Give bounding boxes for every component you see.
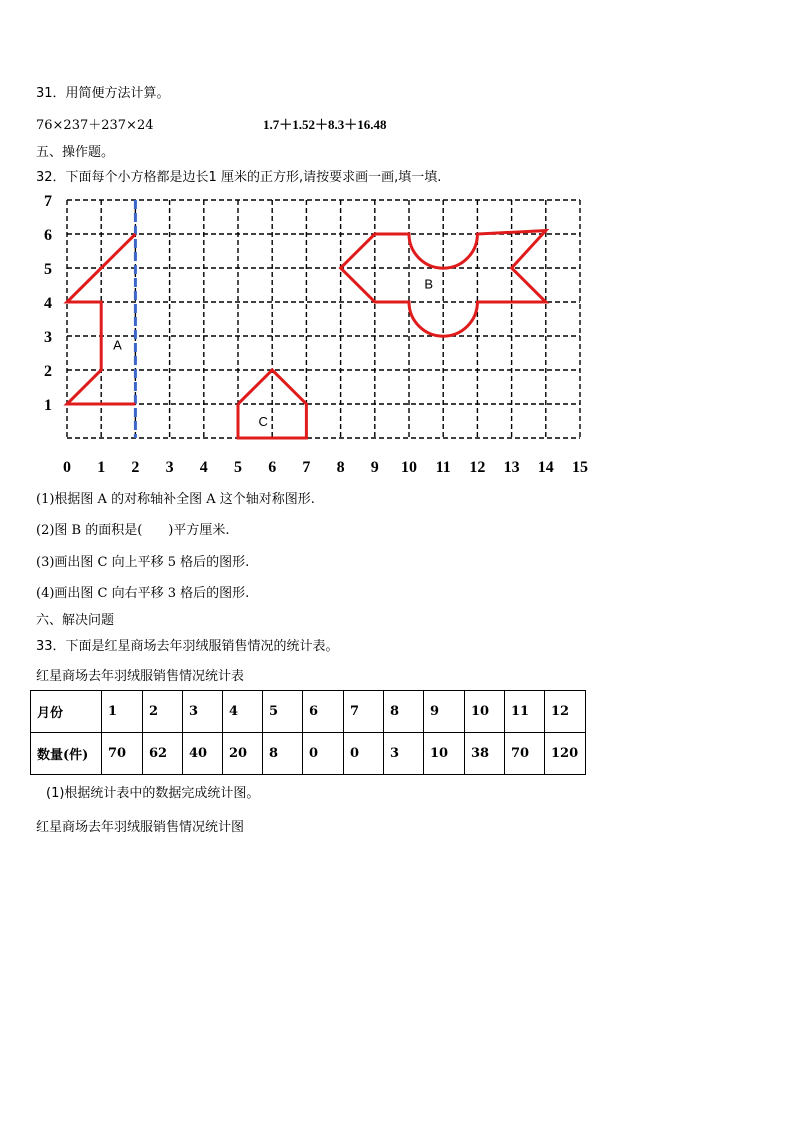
x-tick-label: 11 xyxy=(435,459,451,476)
x-tick-label: 0 xyxy=(63,459,71,476)
x-tick-label: 12 xyxy=(469,459,486,476)
month-cell: 4 xyxy=(223,691,263,733)
month-cell: 1 xyxy=(102,691,143,733)
table-row-months xyxy=(31,691,586,733)
grid-lines xyxy=(67,200,580,438)
y-tick-label: 7 xyxy=(44,193,52,210)
x-tick-label: 7 xyxy=(302,459,311,476)
q32-sub-question-1: (1)根据图 A 的对称轴补全图 A 这个轴对称图形. xyxy=(36,492,315,507)
y-tick-label: 4 xyxy=(44,295,52,312)
month-cell: 2 xyxy=(143,691,183,733)
x-tick-label: 9 xyxy=(370,459,379,476)
x-tick-label: 15 xyxy=(572,459,588,476)
chart-title: 红星商场去年羽绒服销售情况统计图 xyxy=(36,820,245,835)
y-tick-label: 3 xyxy=(44,329,52,346)
row-header-quantity: 数量(件) xyxy=(31,733,102,775)
row-header-month: 月份 xyxy=(31,691,102,733)
table-row-quantities xyxy=(31,733,586,775)
x-tick-label: 5 xyxy=(234,459,242,476)
q32-sub-question-2: (2)图 B 的面积是( )平方厘米. xyxy=(36,523,230,538)
quantity-cell: 20 xyxy=(223,733,263,775)
q31-expression-1: 76×237＋237×24 xyxy=(36,118,154,133)
shape-b-label: B xyxy=(424,276,434,292)
grid-figure xyxy=(30,190,600,480)
shape-a-label: A xyxy=(113,337,122,353)
y-tick-label: 2 xyxy=(44,363,52,380)
q33-title: 33．下面是红星商场去年羽绒服销售情况的统计表。 xyxy=(36,639,339,654)
quantity-cell: 3 xyxy=(384,733,424,775)
section-6-heading: 六、解决问题 xyxy=(36,613,115,628)
q32-sub-question-4: (4)画出图 C 向右平移 3 格后的图形. xyxy=(36,586,250,601)
q31-title: 31．用简便方法计算。 xyxy=(36,86,170,101)
month-cell: 11 xyxy=(505,691,545,733)
quantity-cell: 70 xyxy=(505,733,545,775)
q32-title: 32．下面每个小方格都是边长1 厘米的正方形,请按要求画一画,填一填. xyxy=(36,170,442,185)
quantity-cell: 0 xyxy=(344,733,384,775)
x-tick-label: 13 xyxy=(503,459,520,476)
quantity-cell: 10 xyxy=(424,733,465,775)
quantity-cell: 62 xyxy=(143,733,183,775)
x-tick-label: 6 xyxy=(268,459,277,476)
x-tick-label: 8 xyxy=(336,459,345,476)
month-cell: 10 xyxy=(465,691,505,733)
month-cell: 5 xyxy=(263,691,303,733)
shape-c-label: C xyxy=(258,414,268,430)
y-tick-label: 5 xyxy=(44,261,52,278)
quantity-cell: 0 xyxy=(303,733,344,775)
section-5-heading: 五、操作题。 xyxy=(36,145,115,160)
q33-sub-question-1: (1)根据统计表中的数据完成统计图。 xyxy=(46,786,260,801)
x-tick-label: 3 xyxy=(165,459,174,476)
x-tick-label: 4 xyxy=(199,459,208,476)
month-cell: 3 xyxy=(183,691,223,733)
quantity-cell: 70 xyxy=(102,733,143,775)
x-tick-label: 1 xyxy=(97,459,106,476)
y-axis-labels xyxy=(44,193,52,414)
month-cell: 12 xyxy=(545,691,586,733)
x-tick-label: 10 xyxy=(401,459,417,476)
month-cell: 8 xyxy=(384,691,424,733)
month-cell: 6 xyxy=(303,691,344,733)
sales-table xyxy=(30,690,586,775)
table-title: 红星商场去年羽绒服销售情况统计表 xyxy=(36,669,245,684)
month-cell: 7 xyxy=(344,691,384,733)
quantity-cell: 120 xyxy=(545,733,586,775)
x-tick-label: 2 xyxy=(131,459,140,476)
quantity-cell: 38 xyxy=(465,733,505,775)
q31-expression-2: 1.7＋1.52＋8.3＋16.48 xyxy=(263,117,387,132)
quantity-cell: 8 xyxy=(263,733,303,775)
quantity-cell: 40 xyxy=(183,733,223,775)
x-axis-labels xyxy=(63,459,588,476)
x-tick-label: 14 xyxy=(537,459,554,476)
month-cell: 9 xyxy=(424,691,465,733)
y-tick-label: 6 xyxy=(44,227,52,244)
q32-sub-question-3: (3)画出图 C 向上平移 5 格后的图形. xyxy=(36,555,250,570)
y-tick-label: 1 xyxy=(44,397,52,414)
